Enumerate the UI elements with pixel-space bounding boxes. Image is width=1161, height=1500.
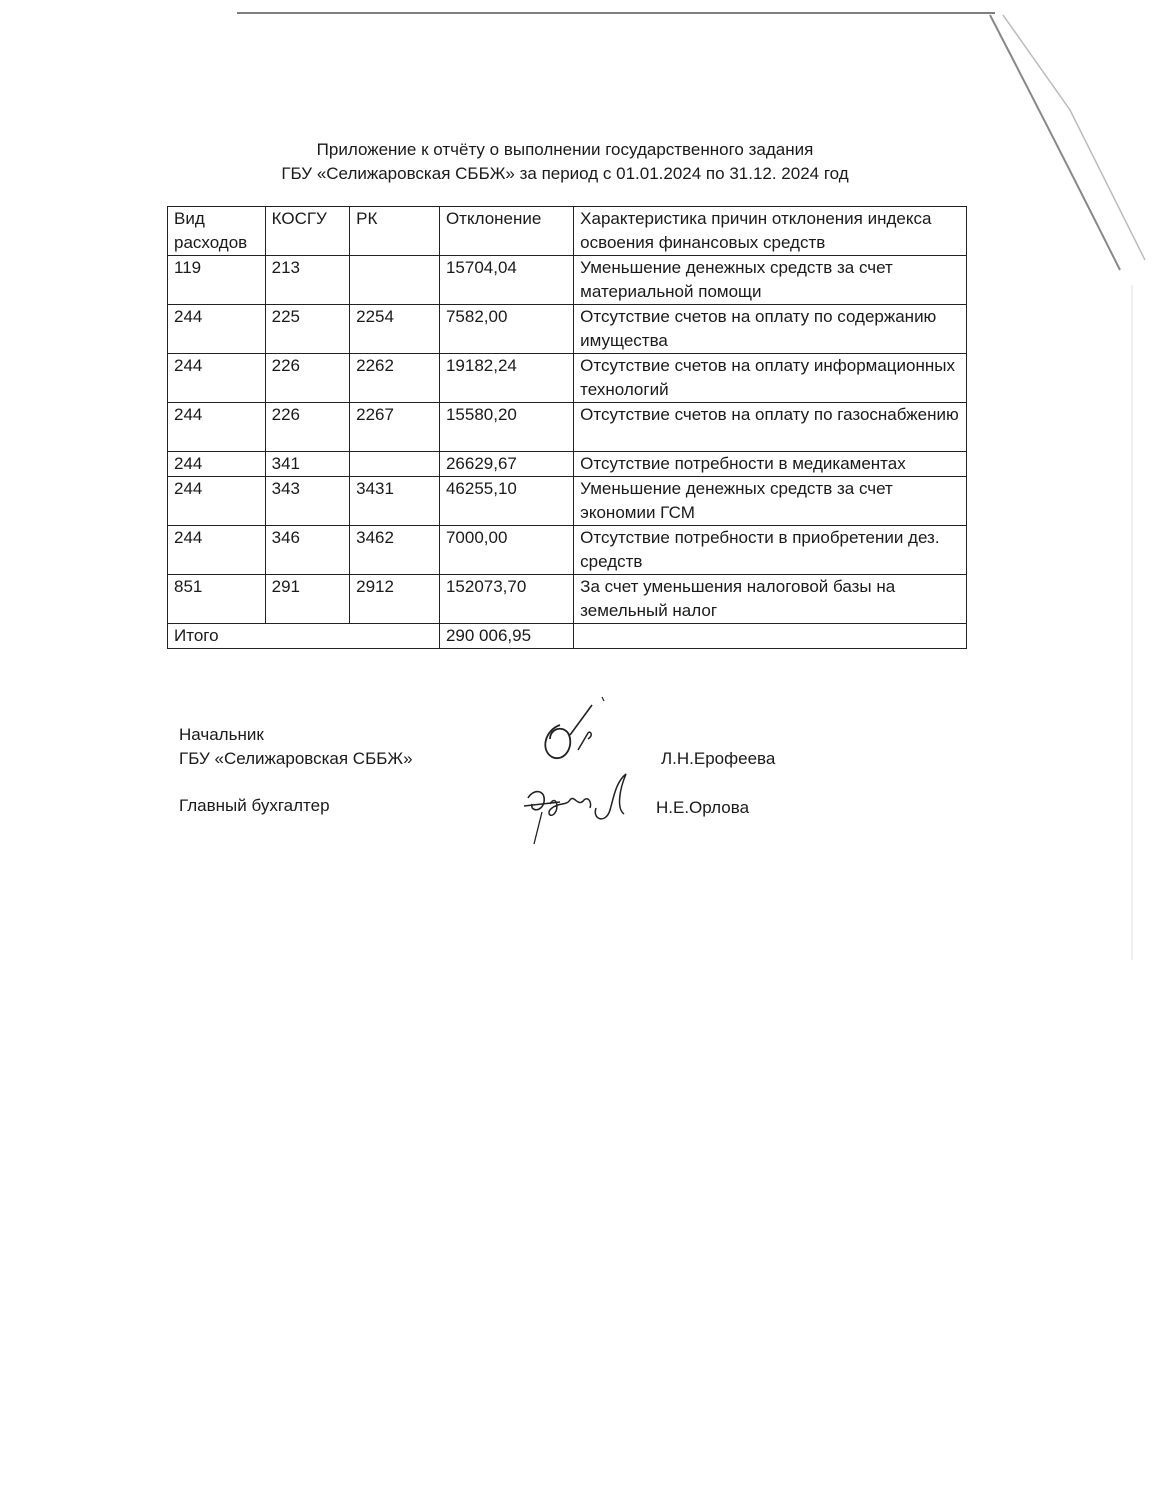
cell-deviation: 26629,67 [439, 452, 573, 477]
table-header-row [168, 207, 967, 256]
table-row [168, 403, 967, 452]
cell-deviation: 152073,70 [439, 575, 573, 624]
table-total-row [168, 624, 967, 649]
deviation-table [167, 206, 967, 649]
total-label: Итого [168, 624, 440, 649]
col-header-expense-type: Вид расходов [168, 207, 266, 256]
cell-kosgu: 341 [265, 452, 350, 477]
cell-expense-type: 244 [168, 354, 266, 403]
cell-reason: Отсутствие счетов на оплату информационных технологий [574, 354, 967, 403]
cell-expense-type: 119 [168, 256, 266, 305]
cell-expense-type: 244 [168, 526, 266, 575]
col-header-rk: РК [350, 207, 440, 256]
heading-line-1: Приложение к отчёту о выполнении государственного задания [316, 140, 814, 159]
cell-rk: 2254 [350, 305, 440, 354]
table-row [168, 452, 967, 477]
cell-deviation: 7582,00 [439, 305, 573, 354]
col-header-kosgu: КОСГУ [265, 207, 350, 256]
cell-rk: 2262 [350, 354, 440, 403]
cell-reason: Отсутствие потребности в приобретении дез. средств [574, 526, 967, 575]
cell-expense-type: 244 [168, 403, 266, 452]
cell-reason: Уменьшение денежных средств за счет материальной помощи [574, 256, 967, 305]
cell-rk: 2267 [350, 403, 440, 452]
document-heading [160, 138, 970, 186]
cell-kosgu: 213 [265, 256, 350, 305]
table-row [168, 526, 967, 575]
col-header-deviation: Отклонение [439, 207, 573, 256]
table-row [168, 305, 967, 354]
table-row [168, 256, 967, 305]
cell-kosgu: 343 [265, 477, 350, 526]
head-title [179, 723, 413, 771]
col-header-reason: Характеристика причин отклонения индекса освоения финансовых средств [574, 207, 967, 256]
head-signature-image [530, 695, 620, 775]
accountant-signature-image [520, 768, 635, 848]
cell-kosgu: 346 [265, 526, 350, 575]
table-row [168, 575, 967, 624]
cell-kosgu: 225 [265, 305, 350, 354]
cell-deviation: 15704,04 [439, 256, 573, 305]
heading-line-2: ГБУ «Селижаровская СББЖ» за период с 01.01.2024 по 31.12. 2024 год [281, 164, 849, 183]
table-row [168, 477, 967, 526]
total-value: 290 006,95 [439, 624, 573, 649]
cell-rk: 3462 [350, 526, 440, 575]
cell-deviation: 15580,20 [439, 403, 573, 452]
cell-kosgu: 226 [265, 354, 350, 403]
cell-rk [350, 256, 440, 305]
cell-deviation: 19182,24 [439, 354, 573, 403]
cell-rk: 3431 [350, 477, 440, 526]
table-row [168, 354, 967, 403]
cell-expense-type: 244 [168, 477, 266, 526]
cell-rk: 2912 [350, 575, 440, 624]
head-title-line-2: ГБУ «Селижаровская СББЖ» [179, 749, 413, 768]
cell-expense-type: 851 [168, 575, 266, 624]
cell-reason: Отсутствие потребности в медикаментах [574, 452, 967, 477]
cell-expense-type: 244 [168, 305, 266, 354]
head-name: Л.Н.Ерофеева [661, 749, 776, 768]
cell-expense-type: 244 [168, 452, 266, 477]
cell-deviation: 7000,00 [439, 526, 573, 575]
accountant-title: Главный бухгалтер [179, 796, 330, 815]
cell-reason: Отсутствие счетов на оплату по газоснабжению [574, 403, 967, 452]
cell-reason: За счет уменьшения налоговой базы на земельный налог [574, 575, 967, 624]
cell-deviation: 46255,10 [439, 477, 573, 526]
cell-kosgu: 226 [265, 403, 350, 452]
cell-kosgu: 291 [265, 575, 350, 624]
head-title-line-1: Начальник [179, 725, 264, 744]
cell-reason: Отсутствие счетов на оплату по содержанию имущества [574, 305, 967, 354]
accountant-name: Н.Е.Орлова [656, 798, 750, 817]
total-reason-empty [574, 624, 967, 649]
cell-rk [350, 452, 440, 477]
cell-reason: Уменьшение денежных средств за счет экономии ГСМ [574, 477, 967, 526]
